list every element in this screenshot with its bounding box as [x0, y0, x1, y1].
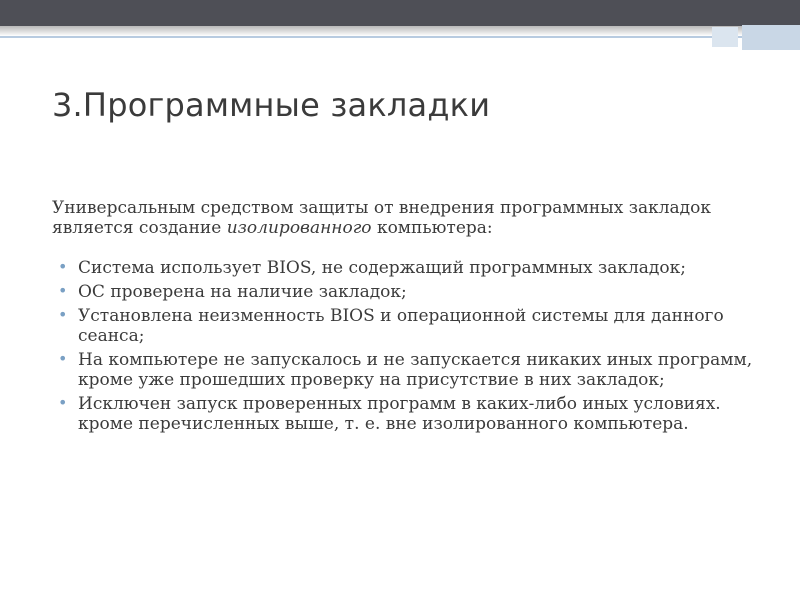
bullet-item — [52, 258, 772, 278]
bullet-list — [52, 258, 772, 434]
top-bar — [0, 0, 800, 26]
bullet-item — [52, 306, 772, 346]
bullet-text: На компьютере не запускалось и не запускается никаких иных программ, кроме уже прошедших проверку на присутствие в них закладок; — [78, 350, 753, 390]
accent-line — [0, 36, 800, 38]
bullet-text: Исключен запуск проверенных программ в каких-либо иных условиях. кроме перечисленных выше, т. е. вне изолированного компьютера. — [78, 394, 721, 434]
intro-suffix: компьютера: — [371, 218, 493, 238]
bullet-icon: • — [58, 393, 68, 412]
bullet-text: Установлена неизменность BIOS и операционной системы для данного сеанса; — [78, 306, 724, 346]
bullet-icon: • — [58, 305, 68, 324]
bullet-icon: • — [58, 257, 68, 276]
top-bar-shadow — [0, 26, 800, 36]
slide-body — [52, 198, 772, 438]
intro-paragraph — [52, 198, 772, 238]
slide-title: 3.Программные закладки — [52, 86, 491, 124]
intro-prefix: Универсальным средством защиты от внедрения программных закладок является создание — [52, 198, 711, 238]
bullet-text: Система использует BIOS, не содержащий программных закладок; — [78, 258, 686, 278]
accent-block-large — [742, 25, 800, 50]
bullet-text: ОС проверена на наличие закладок; — [78, 282, 407, 302]
bullet-item — [52, 394, 772, 434]
bullet-icon: • — [58, 281, 68, 300]
bullet-item — [52, 350, 772, 390]
accent-block-small — [712, 27, 738, 47]
bullet-item — [52, 282, 772, 302]
bullet-icon: • — [58, 349, 68, 368]
intro-emphasis: изолированного — [226, 218, 372, 238]
